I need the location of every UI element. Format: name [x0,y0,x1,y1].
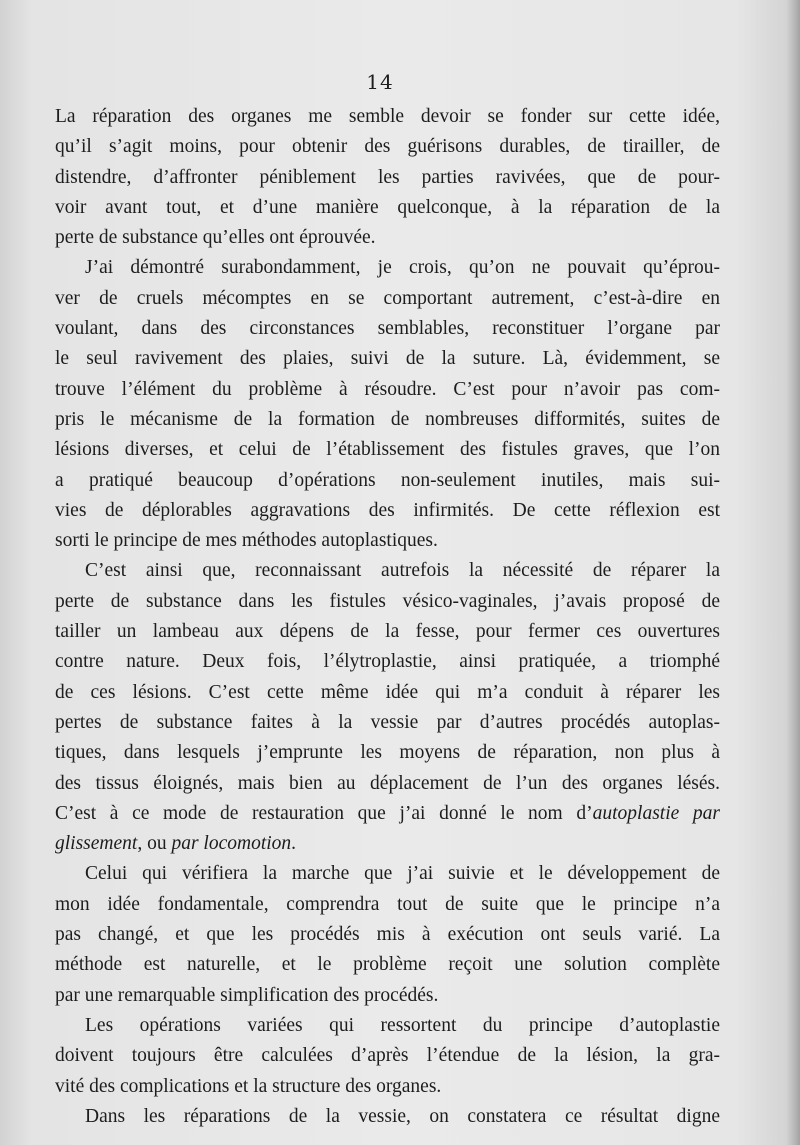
text-line: mon idée fondamentale, comprendra tout de suite que le principe n’a [55,893,720,915]
text-line: lésions diverses, et celui de l’établissement des fistules graves, que l’on [55,439,720,461]
page-number: 14 [366,70,394,94]
text-line: vies de déplorables aggravations des infirmités. De cette réflexion est [55,499,720,521]
text-line: le seul ravivement des plaies, suivi de la suture. Là, évidemment, se [55,348,720,370]
text-line: doivent toujours être calculées d’après l’étendue de la lésion, la gra- [55,1045,720,1067]
text-line: tailler un lambeau aux dépens de la fesse, pour fermer ces ouvertures [55,621,720,643]
text-line [55,799,720,829]
text-line: perte de substance qu’elles ont éprouvée. [55,227,376,249]
text-line: Celui qui vérifiera la marche que j’ai suivie et le développement de [85,863,720,885]
text-line: par une remarquable simplification des procédés. [55,984,439,1006]
text-line: voulant, dans des circonstances semblables, reconstituer l’organe par [55,318,720,340]
text-line: La réparation des organes me semble devoir se fonder sur cette idée, [55,106,720,127]
text-line: a pratiqué beaucoup d’opérations non-seulement inutiles, mais sui- [55,469,720,491]
text-line: ver de cruels mécomptes en se comportant autrement, c’est-à-dire en [55,287,720,309]
text-line: Les opérations variées qui ressortent du principe d’autoplastie [85,1014,720,1036]
text-line: des tissus éloignés, mais bien au déplacement de l’un des organes lésés. [55,772,720,794]
text-line: perte de substance dans les fistules vésico-vaginales, j’avais proposé de [55,590,720,612]
page-spine-shadow [786,0,800,1145]
text-run: , ou [137,833,172,855]
text-line: tiques, dans lesquels j’emprunte les moyens de réparation, non plus à [55,742,720,764]
text-line: distendre, d’affronter péniblement les parties ravivées, que de pour- [55,166,720,188]
text-run: . [291,833,297,855]
text-line [55,829,720,859]
text-line: sorti le principe de mes méthodes autoplastiques. [55,530,438,552]
text-line: J’ai démontré surabondamment, je crois, qu’on ne pouvait qu’éprou- [85,257,720,279]
text-line: trouve l’élément du problème à résoudre. C’est pour n’avoir pas com- [55,378,720,400]
italic-term: par locomotion [171,833,292,855]
text-line: pertes de substance faites à la vessie par d’autres procédés autoplas- [55,711,720,733]
italic-term: autoplastie par [592,802,720,824]
body-text [55,102,720,1132]
text-line: pas changé, et que les procédés mis à exécution ont seuls varié. La [55,924,720,946]
text-line: contre nature. Deux fois, l’élytroplastie, ainsi pratiquée, a triomphé [55,651,720,673]
text-line: Dans les réparations de la vessie, on constatera ce résultat digne [85,1105,720,1127]
text-line: de ces lésions. C’est cette même idée qui m’a conduit à réparer les [55,681,720,703]
text-line: C’est ainsi que, reconnaissant autrefois la nécessité de réparer la [85,560,720,582]
text-line: voir avant tout, et d’une manière quelconque, à la réparation de la [55,196,720,218]
text-line: pris le mécanisme de la formation de nombreuses difformités, suites de [55,408,720,430]
text-line: vité des complications et la structure des organes. [55,1075,442,1097]
text-line: qu’il s’agit moins, pour obtenir des guérisons durables, de tirailler, de [55,136,720,158]
text-run: C’est à ce mode de restauration que j’ai donné le nom d’ [55,802,593,824]
text-line: méthode est naturelle, et le problème reçoit une solution complète [55,954,720,976]
italic-term: glissement [55,833,138,855]
